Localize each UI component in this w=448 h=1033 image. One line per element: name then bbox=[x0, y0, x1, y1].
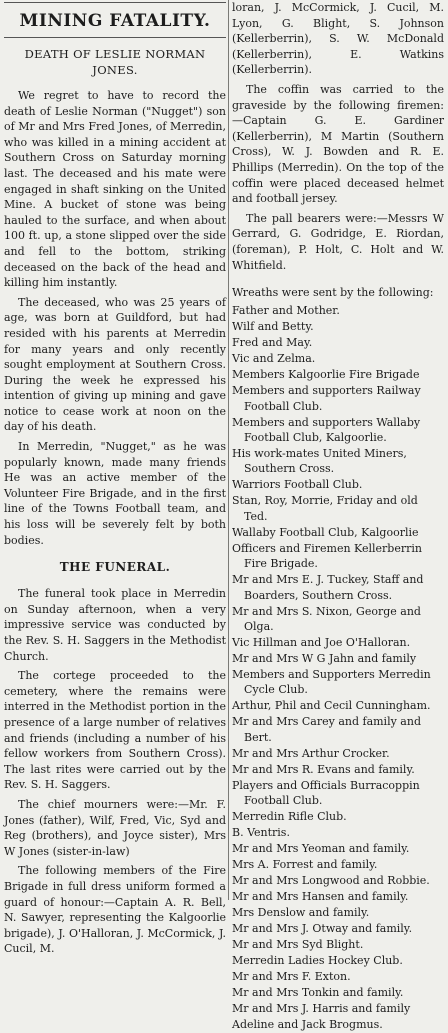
wreath-entry: Mr and Mrs Yeoman and family. bbox=[232, 842, 410, 856]
funeral-heading: THE FUNERAL. bbox=[59, 560, 171, 575]
headline-rule bbox=[4, 37, 226, 38]
funeral-paragraph: The chief mourners were:—Mr. F. Jones (father), Wilf, Fred, Vic, Syd and Reg (brothers), and Joyce sister), Mrs W Jones (sister-in-law) bbox=[4, 797, 226, 858]
wreath-entry: Mr and Mrs W G Jahn and family bbox=[232, 651, 417, 665]
wreath-entry: Members and supporters Railway Football Club. bbox=[232, 384, 421, 413]
wreath-entry: Mrs A. Forrest and family. bbox=[232, 858, 378, 872]
wreath-entry: Mr and Mrs Tonkin and family. bbox=[232, 986, 404, 1000]
left-column bbox=[4, 0, 226, 956]
right-column bbox=[232, 0, 444, 1032]
wreath-entry: B. Ventris. bbox=[232, 826, 290, 840]
wreath-entry: Merredin Rifle Club. bbox=[232, 810, 347, 824]
wreath-entry: Mr and Mrs Syd Blight. bbox=[232, 938, 364, 952]
wreath-entry: Mr and Mrs Hansen and family. bbox=[232, 890, 409, 904]
article-paragraph: In Merredin, "Nugget," as he was popularly known, made many friends He was an active member of the Volunteer Fire Brigade, and in the first line of the Towns Football team, and his loss will be severely felt by both bodies. bbox=[4, 440, 226, 547]
wreath-entry: Vic and Zelma. bbox=[232, 352, 316, 366]
article-paragraph: The deceased, who was 25 years of age, was born at Guildford, but had resided with his parents at Merredin for many years and only recently sought employment at Southern Cross. During the week he expressed his intention of giving up mining and gave notice to cease work at noon on the day of his death. bbox=[4, 295, 226, 434]
funeral-paragraph: The funeral took place in Merredin on Sunday afternoon, when a very impressive service was conducted by the Rev. S. H. Saggers in the Methodist Church. bbox=[4, 587, 226, 663]
wreath-entry: Stan, Roy, Morrie, Friday and old Ted. bbox=[232, 494, 418, 523]
wreath-entry: Mr and Mrs R. Evans and family. bbox=[232, 762, 415, 776]
wreath-entry: His work-mates United Miners, Southern Cross. bbox=[232, 446, 407, 476]
wreath-entry: Adeline and Jack Brogmus. bbox=[232, 1018, 383, 1032]
wreath-entry: Members Kalgoorlie Fire Brigade bbox=[232, 368, 420, 382]
column-divider bbox=[228, 0, 229, 900]
top-rule bbox=[4, 2, 226, 3]
wreath-entry: Members and Supporters Merredin Cycle Club. bbox=[232, 667, 431, 697]
wreaths-heading: Wreaths were sent by the following: bbox=[232, 286, 434, 300]
wreath-entry: Mr and Mrs E. J. Tuckey, Staff and Boarders, Southern Cross. bbox=[232, 573, 424, 602]
article-paragraph: We regret to have to record the death of Leslie Norman ("Nugget") son of Mr and Mrs Fred Jones, of Merredin, who was killed in a mining accident at Southern Cross on Saturday morning last. The deceased and his mate were engaged in shaft sinking on the United Mine. A bucket of stone was being hauled to the surface, and when about 100 ft. up, a stone slipped over the side and fell to the bottom, striking deceased on the back of the head and killing him instantly. bbox=[4, 89, 226, 290]
wreaths-list bbox=[232, 303, 444, 1032]
wreath-entry: Vic Hillman and Joe O'Halloran. bbox=[232, 635, 411, 649]
funeral-paragraph: The following members of the Fire Brigade in full dress uniform formed a guard of honour:—Captain A. R. Bell, N. Sawyer, representing the Kalgoorlie brigade), J. O'Halloran, J. McCormick, J. Cucil, M. bbox=[4, 864, 226, 956]
wreath-entry: Players and Officials Burracoppin Football Club. bbox=[232, 778, 420, 808]
wreath-entry: Mr and Mrs S. Nixon, George and Olga. bbox=[232, 604, 421, 633]
wreath-entry: Warriors Football Club. bbox=[232, 478, 363, 492]
wreath-entry: Mr and Mrs F. Exton. bbox=[232, 970, 351, 984]
wreath-entry: Wallaby Football Club, Kalgoorlie bbox=[232, 525, 419, 539]
wreath-entry: Wilf and Betty. bbox=[232, 320, 314, 334]
wreath-entry: Arthur, Phil and Cecil Cunningham. bbox=[232, 699, 431, 713]
wreath-entry: Mrs Denslow and family. bbox=[232, 906, 370, 920]
subheadline: DEATH OF LESLIE NORMAN JONES. bbox=[24, 47, 206, 77]
wreath-entry: Merredin Ladies Hockey Club. bbox=[232, 954, 403, 968]
wreath-entry: Members and supporters Wallaby Football Club, Kalgoorlie. bbox=[232, 415, 421, 444]
wreath-entry: Fred and May. bbox=[232, 336, 313, 350]
wreath-entry: Mr and Mrs Longwood and Robbie. bbox=[232, 874, 430, 888]
wreath-entry: Mr and Mrs J. Harris and family bbox=[232, 1002, 411, 1016]
wreath-entry: Mr and Mrs Carey and family and Bert. bbox=[232, 715, 421, 744]
headline: MINING FATALITY. bbox=[19, 11, 211, 31]
continued-paragraph: loran, J. McCormick, J. Cucil, M. Lyon, G. Blight, S. Johnson (Kellerberrin), S. W. McDonald (Kellerberrin), E. Watkins (Kellerberrin). bbox=[232, 1, 444, 77]
funeral-paragraph: The cortege proceeded to the cemetery, where the remains were interred in the Methodist portion in the presence of a large number of relatives and friends (including a number of his fellow workers from Southern Cross). The last rites were carried out by the Rev. S. H. Saggers. bbox=[4, 669, 226, 792]
pall-bearers-paragraph: The pall bearers were:—Messrs W Gerrard, G. Godridge, E. Riordan, (foreman), P. Holt, C. Holt and W. Whitfield. bbox=[232, 211, 444, 272]
wreath-entry: Mr and Mrs Arthur Crocker. bbox=[232, 746, 390, 760]
wreath-entry: Officers and Firemen Kellerberrin Fire Brigade. bbox=[232, 541, 422, 571]
wreath-entry: Mr and Mrs J. Otway and family. bbox=[232, 922, 413, 936]
coffin-paragraph: The coffin was carried to the graveside by the following firemen: —Captain G. E. Gardiner (Kellerberrin), M Martin (Southern Cross), W. J. Bowden and R. E. Phillips (Merredin). On the top of the coffin were placed deceased helmet and football jersey. bbox=[232, 82, 444, 206]
wreath-entry: Father and Mother. bbox=[232, 304, 340, 318]
